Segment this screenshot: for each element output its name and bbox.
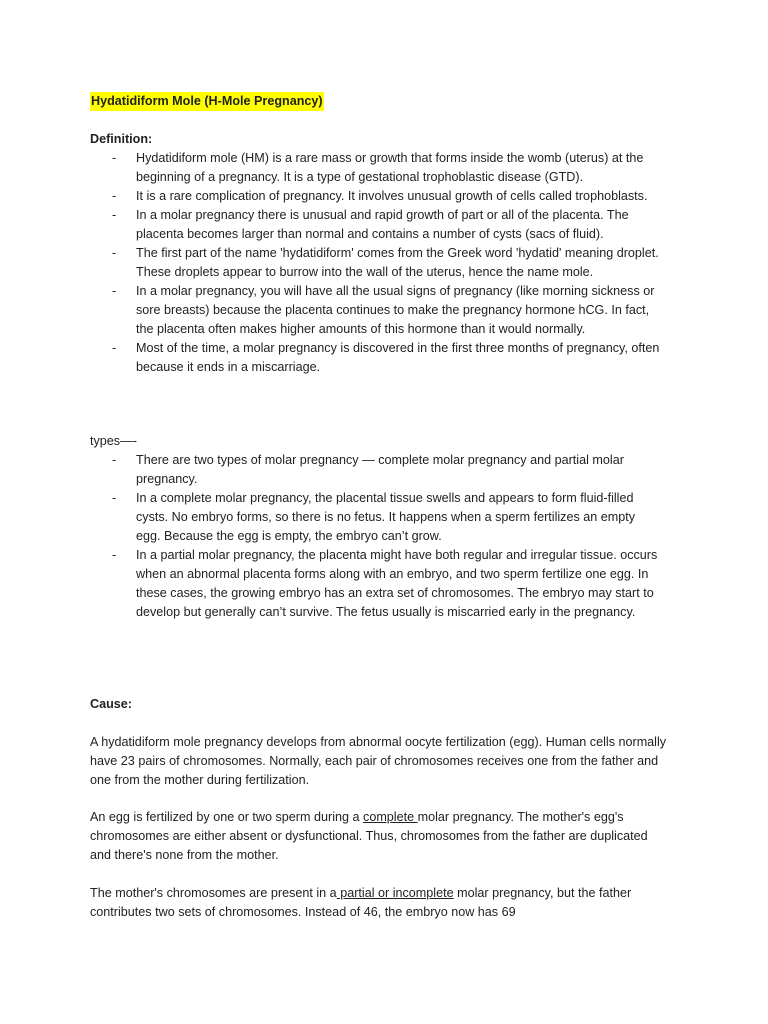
list-item-text: In a complete molar pregnancy, the placental tissue swells and appears to form fluid-filled cysts. No embryo forms, so there is no fetus. It happens when a sperm fertilizes an empty egg. Because the egg is empty, the embryo can’t grow. bbox=[136, 491, 636, 543]
list-item bbox=[90, 206, 660, 244]
cause-paragraph-3 bbox=[90, 884, 670, 922]
bullet-dash: - bbox=[112, 548, 117, 562]
bullet-dash: - bbox=[112, 246, 117, 260]
cause-paragraph-2 bbox=[90, 808, 670, 865]
list-item bbox=[90, 546, 660, 622]
bullet-dash: - bbox=[112, 491, 117, 505]
list-item-text: It is a rare complication of pregnancy. It involves unusual growth of cells called trophoblasts. bbox=[136, 189, 648, 203]
list-item-text: There are two types of molar pregnancy — complete molar pregnancy and partial molar pregnancy. bbox=[136, 453, 624, 486]
types-label: types—- bbox=[90, 434, 137, 448]
document-title: Hydatidiform Mole (H-Mole Pregnancy) bbox=[90, 92, 324, 111]
list-item-text: In a partial molar pregnancy, the placenta might have both regular and irregular tissue. occurs when an abnormal placenta forms along with an embryo, and two sperm fertilize one egg. In these cases, the growing embryo has an extra set of chromosomes. The embryo may start to develop but generally can’t survive. The fetus usually is miscarried early in the pregnancy. bbox=[136, 548, 658, 619]
bullet-dash: - bbox=[112, 453, 117, 467]
cause-heading: Cause: bbox=[90, 697, 132, 711]
paragraph-text: An egg is fertilized by one or two sperm during a bbox=[90, 810, 364, 824]
list-item bbox=[90, 451, 660, 489]
paragraph-text: molar pregnancy, but the father contributes two sets of chromosomes. Instead of 46, the embryo now has 69 bbox=[90, 886, 632, 919]
underlined-term: complete bbox=[363, 810, 418, 824]
paragraph-text: The mother's chromosomes are present in a bbox=[90, 886, 337, 900]
definition-heading: Definition: bbox=[90, 132, 153, 146]
list-item-text: Hydatidiform mole (HM) is a rare mass or growth that forms inside the womb (uterus) at the beginning of a pregnancy. It is a type of gestational trophoblastic disease (GTD). bbox=[136, 151, 644, 184]
underlined-term: partial or incomplete bbox=[336, 886, 454, 900]
bullet-dash: - bbox=[112, 341, 117, 355]
list-item-text: In a molar pregnancy, you will have all the usual signs of pregnancy (like morning sickness or sore breasts) because the placenta continues to make the pregnancy hormone hCG. In fact, the placenta often makes higher amounts of this hormone than it would normally. bbox=[136, 284, 655, 336]
bullet-dash: - bbox=[112, 189, 117, 203]
list-item bbox=[90, 187, 660, 206]
cause-paragraph-1: A hydatidiform mole pregnancy develops from abnormal oocyte fertilization (egg). Human cells normally have 23 pairs of chromosomes. Normally, each pair of chromosomes receives one from the father and one from the mother during fertilization. bbox=[90, 735, 667, 787]
list-item bbox=[90, 339, 660, 377]
list-item bbox=[90, 489, 660, 546]
definition-list bbox=[90, 149, 660, 377]
bullet-dash: - bbox=[112, 284, 117, 298]
list-item-text: The first part of the name 'hydatidiform' comes from the Greek word 'hydatid' meaning droplet. These droplets appear to burrow into the wall of the uterus, hence the name mole. bbox=[136, 246, 659, 279]
list-item bbox=[90, 282, 660, 339]
list-item bbox=[90, 244, 660, 282]
list-item-text: Most of the time, a molar pregnancy is discovered in the first three months of pregnancy, often because it ends in a miscarriage. bbox=[136, 341, 660, 374]
paragraph-text: molar pregnancy. The mother's egg's chromosomes are either absent or dysfunctional. Thus, chromosomes from the father are duplicated and there's none from the mother. bbox=[90, 810, 648, 862]
bullet-dash: - bbox=[112, 151, 117, 165]
list-item-text: In a molar pregnancy there is unusual and rapid growth of part or all of the placenta. The placenta becomes larger than normal and contains a number of cysts (sacs of fluid). bbox=[136, 208, 629, 241]
list-item bbox=[90, 149, 660, 187]
types-list bbox=[90, 451, 660, 622]
bullet-dash: - bbox=[112, 208, 117, 222]
